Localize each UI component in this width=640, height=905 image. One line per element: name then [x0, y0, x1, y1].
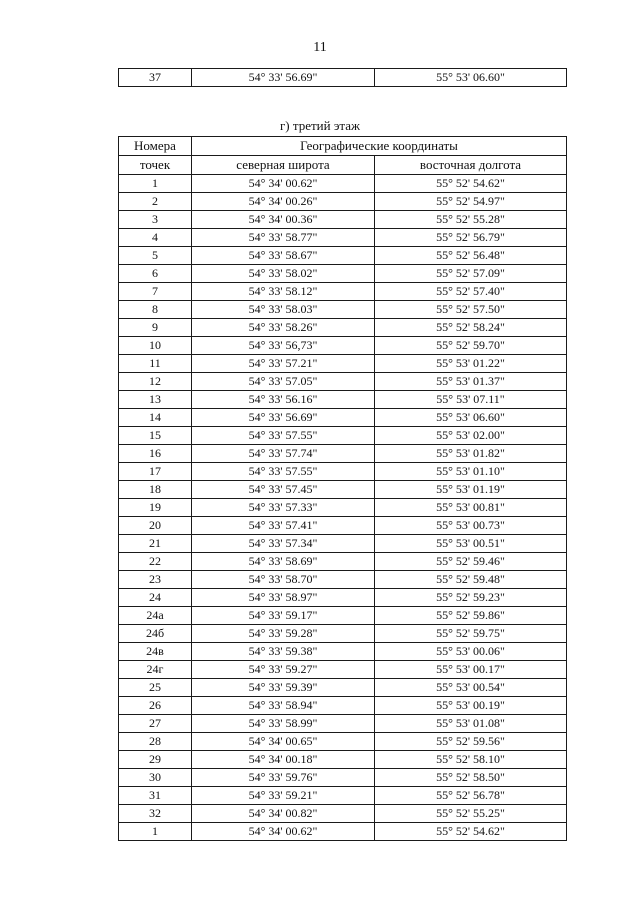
longitude-cell: 55° 53' 00.19" [375, 697, 567, 715]
point-number-cell: 12 [119, 373, 192, 391]
point-number-cell: 28 [119, 733, 192, 751]
table-row [119, 319, 567, 337]
longitude-cell: 55° 52' 54.62" [375, 823, 567, 841]
latitude-cell: 54° 33' 57.05" [192, 373, 375, 391]
longitude-cell: 55° 52' 59.70" [375, 337, 567, 355]
longitude-cell: 55° 53' 00.17" [375, 661, 567, 679]
longitude-cell: 55° 53' 00.51" [375, 535, 567, 553]
longitude-cell: 55° 53' 00.54" [375, 679, 567, 697]
continuation-table [118, 68, 567, 87]
point-number-cell: 20 [119, 517, 192, 535]
east-longitude-header: восточная долгота [375, 156, 567, 175]
latitude-cell: 54° 33' 57.41" [192, 517, 375, 535]
north-latitude-header: северная широта [192, 156, 375, 175]
longitude-cell: 55° 52' 58.50" [375, 769, 567, 787]
point-number-cell: 9 [119, 319, 192, 337]
point-number-cell: 24в [119, 643, 192, 661]
latitude-cell: 54° 33' 58.26" [192, 319, 375, 337]
latitude-cell: 54° 33' 56,73" [192, 337, 375, 355]
longitude-cell: 55° 52' 59.48" [375, 571, 567, 589]
latitude-cell: 54° 33' 59.38" [192, 643, 375, 661]
latitude-cell: 54° 33' 58.70" [192, 571, 375, 589]
table-row [119, 193, 567, 211]
latitude-cell: 54° 33' 58.94" [192, 697, 375, 715]
table-row [119, 69, 567, 87]
point-number-cell: 17 [119, 463, 192, 481]
latitude-cell: 54° 33' 58.12" [192, 283, 375, 301]
longitude-cell: 55° 52' 59.23" [375, 589, 567, 607]
latitude-cell: 54° 33' 57.33" [192, 499, 375, 517]
longitude-cell: 55° 52' 57.50" [375, 301, 567, 319]
table-row [119, 499, 567, 517]
longitude-cell: 55° 52' 54.62" [375, 175, 567, 193]
point-number-cell: 24б [119, 625, 192, 643]
table-row [119, 229, 567, 247]
longitude-cell: 55° 53' 01.19" [375, 481, 567, 499]
table-row [119, 265, 567, 283]
point-number-cell: 5 [119, 247, 192, 265]
table-row [119, 553, 567, 571]
latitude-cell: 54° 34' 00.26" [192, 193, 375, 211]
latitude-cell: 54° 33' 58.77" [192, 229, 375, 247]
point-number-cell: 24 [119, 589, 192, 607]
point-number-cell: 25 [119, 679, 192, 697]
table-row [119, 283, 567, 301]
table-row [119, 787, 567, 805]
point-number-cell: 11 [119, 355, 192, 373]
longitude-cell: 55° 53' 01.22" [375, 355, 567, 373]
point-number-cell: 6 [119, 265, 192, 283]
longitude-cell: 55° 53' 01.08" [375, 715, 567, 733]
table-body [119, 175, 567, 841]
point-number-cell: 1 [119, 175, 192, 193]
point-number-cell: 2 [119, 193, 192, 211]
table-row [119, 373, 567, 391]
latitude-cell: 54° 34' 00.65" [192, 733, 375, 751]
table-row [119, 445, 567, 463]
table-row [119, 679, 567, 697]
latitude-cell: 54° 33' 57.45" [192, 481, 375, 499]
longitude-cell: 55° 53' 00.06" [375, 643, 567, 661]
latitude-cell: 54° 34' 00.62" [192, 175, 375, 193]
longitude-cell: 55° 53' 06.60" [375, 69, 567, 87]
table-row [119, 643, 567, 661]
latitude-cell: 54° 33' 58.99" [192, 715, 375, 733]
longitude-cell: 55° 53' 00.73" [375, 517, 567, 535]
latitude-cell: 54° 33' 59.28" [192, 625, 375, 643]
point-number-cell: 26 [119, 697, 192, 715]
coordinates-table [118, 136, 567, 841]
longitude-cell: 55° 52' 58.24" [375, 319, 567, 337]
point-number-cell: 4 [119, 229, 192, 247]
latitude-cell: 54° 33' 59.27" [192, 661, 375, 679]
latitude-cell: 54° 33' 58.02" [192, 265, 375, 283]
table-row [119, 715, 567, 733]
latitude-cell: 54° 34' 00.62" [192, 823, 375, 841]
longitude-cell: 55° 52' 56.48" [375, 247, 567, 265]
latitude-cell: 54° 33' 59.76" [192, 769, 375, 787]
point-number-cell: 1 [119, 823, 192, 841]
table-row [119, 247, 567, 265]
table-row [119, 571, 567, 589]
table-row [119, 427, 567, 445]
table-row [119, 805, 567, 823]
latitude-cell: 54° 33' 59.17" [192, 607, 375, 625]
latitude-cell: 54° 33' 56.69" [192, 69, 375, 87]
longitude-cell: 55° 52' 56.78" [375, 787, 567, 805]
longitude-cell: 55° 53' 01.10" [375, 463, 567, 481]
point-number-cell: 31 [119, 787, 192, 805]
point-number-cell: 16 [119, 445, 192, 463]
table-row [119, 769, 567, 787]
table-row [119, 625, 567, 643]
longitude-cell: 55° 52' 56.79" [375, 229, 567, 247]
longitude-cell: 55° 52' 57.09" [375, 265, 567, 283]
table-row [119, 661, 567, 679]
longitude-cell: 55° 53' 01.37" [375, 373, 567, 391]
table-row [119, 211, 567, 229]
point-number-cell: 10 [119, 337, 192, 355]
point-number-cell: 13 [119, 391, 192, 409]
section-title: г) третий этаж [279, 118, 361, 133]
latitude-cell: 54° 33' 58.67" [192, 247, 375, 265]
table-row [119, 697, 567, 715]
point-number-cell: 29 [119, 751, 192, 769]
point-number-cell: 8 [119, 301, 192, 319]
latitude-cell: 54° 33' 58.03" [192, 301, 375, 319]
latitude-cell: 54° 33' 58.69" [192, 553, 375, 571]
point-number-cell: 27 [119, 715, 192, 733]
longitude-cell: 55° 52' 57.40" [375, 283, 567, 301]
point-number-cell: 19 [119, 499, 192, 517]
latitude-cell: 54° 33' 57.55" [192, 463, 375, 481]
table-row [119, 175, 567, 193]
point-number-cell: 7 [119, 283, 192, 301]
latitude-cell: 54° 33' 58.97" [192, 589, 375, 607]
table-row [119, 733, 567, 751]
table-row [119, 589, 567, 607]
table-row [119, 463, 567, 481]
latitude-cell: 54° 33' 56.16" [192, 391, 375, 409]
latitude-cell: 54° 33' 57.21" [192, 355, 375, 373]
page-number: 11 [313, 40, 327, 55]
latitude-cell: 54° 33' 59.39" [192, 679, 375, 697]
header-row [119, 137, 567, 156]
latitude-cell: 54° 33' 59.21" [192, 787, 375, 805]
table-row [119, 481, 567, 499]
point-number-header-line1: Номера [119, 137, 192, 156]
longitude-cell: 55° 52' 55.28" [375, 211, 567, 229]
point-number-cell: 15 [119, 427, 192, 445]
table-row [119, 409, 567, 427]
geo-coordinates-header: Географические координаты [192, 137, 567, 156]
point-number-cell: 37 [119, 69, 192, 87]
table-row [119, 751, 567, 769]
table-row [119, 391, 567, 409]
longitude-cell: 55° 52' 55.25" [375, 805, 567, 823]
longitude-cell: 55° 53' 06.60" [375, 409, 567, 427]
point-number-cell: 23 [119, 571, 192, 589]
longitude-cell: 55° 53' 02.00" [375, 427, 567, 445]
latitude-cell: 54° 33' 56.69" [192, 409, 375, 427]
longitude-cell: 55° 52' 58.10" [375, 751, 567, 769]
table-row [119, 823, 567, 841]
longitude-cell: 55° 53' 01.82" [375, 445, 567, 463]
point-number-cell: 30 [119, 769, 192, 787]
point-number-cell: 24г [119, 661, 192, 679]
table-row [119, 535, 567, 553]
table-row [119, 337, 567, 355]
longitude-cell: 55° 53' 07.11" [375, 391, 567, 409]
longitude-cell: 55° 52' 59.46" [375, 553, 567, 571]
latitude-cell: 54° 33' 57.34" [192, 535, 375, 553]
point-number-header-line2: точек [119, 156, 192, 175]
latitude-cell: 54° 33' 57.55" [192, 427, 375, 445]
point-number-cell: 22 [119, 553, 192, 571]
latitude-cell: 54° 34' 00.18" [192, 751, 375, 769]
latitude-cell: 54° 34' 00.82" [192, 805, 375, 823]
longitude-cell: 55° 52' 59.75" [375, 625, 567, 643]
table-row [119, 607, 567, 625]
point-number-cell: 32 [119, 805, 192, 823]
table-row [119, 301, 567, 319]
table-row [119, 355, 567, 373]
longitude-cell: 55° 53' 00.81" [375, 499, 567, 517]
point-number-cell: 18 [119, 481, 192, 499]
latitude-cell: 54° 34' 00.36" [192, 211, 375, 229]
point-number-cell: 21 [119, 535, 192, 553]
longitude-cell: 55° 52' 54.97" [375, 193, 567, 211]
table-row [119, 517, 567, 535]
longitude-cell: 55° 52' 59.56" [375, 733, 567, 751]
point-number-cell: 3 [119, 211, 192, 229]
point-number-cell: 14 [119, 409, 192, 427]
point-number-cell: 24а [119, 607, 192, 625]
latitude-cell: 54° 33' 57.74" [192, 445, 375, 463]
longitude-cell: 55° 52' 59.86" [375, 607, 567, 625]
subheader-row [119, 156, 567, 175]
